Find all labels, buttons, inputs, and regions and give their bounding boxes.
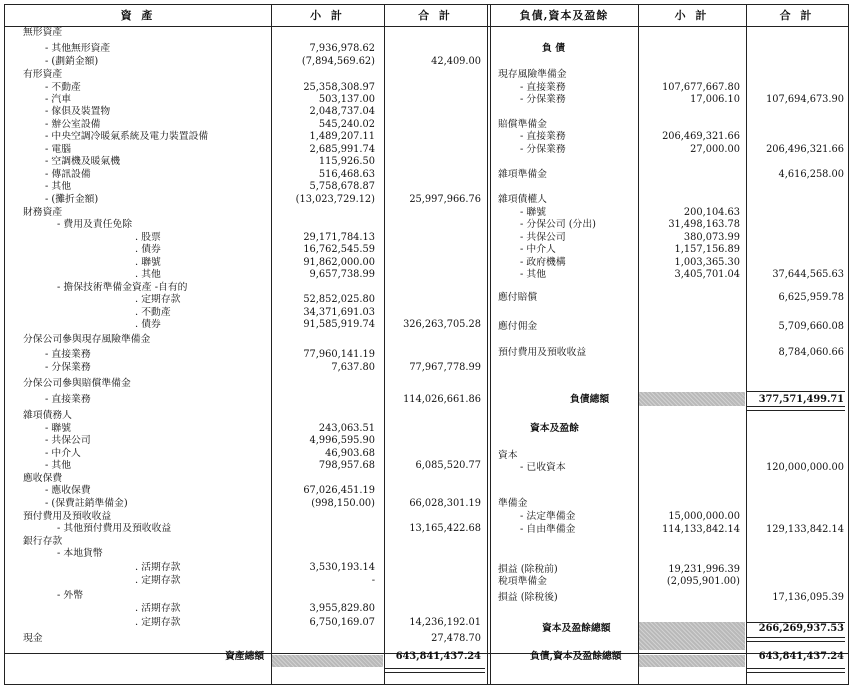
liability-row-label: - 聯號 bbox=[520, 207, 547, 218]
asset-subtotal-value: (13,023,729.12) bbox=[295, 194, 375, 205]
liability-row-label: 賠償準備金 bbox=[498, 119, 547, 130]
asset-row-label: 有形資產 bbox=[23, 69, 63, 80]
liability-row-label: 負 債 bbox=[542, 43, 566, 54]
asset-row-label: 銀行存款 bbox=[23, 536, 63, 547]
total-shade bbox=[639, 655, 745, 667]
asset-row-label: - (保費註銷準備金) bbox=[45, 498, 128, 509]
asset-subtotal-value: 7,936,978.62 bbox=[309, 43, 375, 54]
asset-row-label: - 直接業務 bbox=[45, 349, 91, 360]
asset-row-label: - 共保公司 bbox=[45, 435, 91, 446]
asset-row-label: - 其他無形資產 bbox=[45, 43, 111, 54]
asset-row-label: - 傳訊設備 bbox=[45, 169, 91, 180]
asset-subtotal-value: 2,685,991.74 bbox=[309, 144, 375, 155]
liability-row-label: - 共保公司 bbox=[520, 232, 566, 243]
column-center-divider bbox=[487, 5, 488, 684]
liability-row-label: 資本及盈餘 bbox=[530, 423, 579, 434]
asset-subtotal-value: 3,530,193.14 bbox=[309, 562, 375, 573]
double-underline bbox=[747, 668, 845, 673]
asset-subtotal-value: 1,489,207.11 bbox=[309, 131, 375, 142]
liability-row-label: - 已收資本 bbox=[520, 462, 566, 473]
liability-total-value: 4,616,258.00 bbox=[778, 169, 844, 180]
asset-row-label: . 不動產 bbox=[135, 307, 171, 318]
asset-row-label: - 其他預付費用及預收收益 bbox=[57, 523, 172, 534]
asset-subtotal-value: 503,137.00 bbox=[318, 94, 375, 105]
liability-total-value: 206,496,321.66 bbox=[766, 144, 844, 155]
asset-subtotal-value: 34,371,691.03 bbox=[303, 307, 375, 318]
liability-row-label: 準備金 bbox=[498, 498, 528, 509]
asset-subtotal-value: 545,240.02 bbox=[318, 119, 375, 130]
asset-subtotal-value: 52,852,025.80 bbox=[303, 294, 375, 305]
asset-row-label: . 股票 bbox=[135, 232, 161, 243]
header-subtotal-right: 小 計 bbox=[674, 9, 710, 22]
asset-row-label: - 不動產 bbox=[45, 82, 81, 93]
asset-row-label: . 債券 bbox=[135, 244, 161, 255]
asset-subtotal-value: 5,758,678.87 bbox=[309, 181, 375, 192]
asset-total-value: 114,026,661.86 bbox=[403, 394, 481, 405]
asset-total-value: 643,841,437.24 bbox=[395, 651, 481, 662]
liability-total-value: 5,709,660.08 bbox=[778, 321, 844, 332]
double-underline bbox=[385, 668, 485, 673]
asset-row-label: - 汽車 bbox=[45, 94, 72, 105]
liability-subtotal-value: 200,104.63 bbox=[683, 207, 740, 218]
asset-row-label: - 其他 bbox=[45, 181, 72, 192]
asset-row-label: - 費用及責任免除 bbox=[57, 219, 133, 230]
asset-subtotal-value: 516,468.63 bbox=[318, 169, 375, 180]
liability-subtotal-value: 1,003,365.30 bbox=[674, 257, 740, 268]
liability-total-value: 17,136,095.39 bbox=[772, 592, 844, 603]
liability-subtotal-value: 114,133,842.14 bbox=[662, 524, 740, 535]
liability-subtotal-value: 19,231,996.39 bbox=[668, 564, 740, 575]
asset-row-label: - 擔保技術準備金資產 -自有的 bbox=[57, 282, 188, 293]
asset-subtotal-value: 67,026,451.19 bbox=[303, 485, 375, 496]
asset-row-label: 現金 bbox=[23, 633, 43, 644]
asset-subtotal-value: 798,957.68 bbox=[318, 460, 375, 471]
liability-subtotal-value: 1,157,156.89 bbox=[674, 244, 740, 255]
asset-row-label: - 空調機及暖氣機 bbox=[45, 156, 121, 167]
asset-subtotal-value: 91,585,919.74 bbox=[303, 319, 375, 330]
asset-row-label: 分保公司參與現存風險準備金 bbox=[23, 334, 151, 345]
liability-total-value: 266,269,937.53 bbox=[758, 623, 844, 634]
asset-row-label: - (攤折金額) bbox=[45, 194, 99, 205]
liability-row-label: 應付賠償 bbox=[498, 292, 538, 303]
asset-row-label: - 外幣 bbox=[57, 590, 84, 601]
asset-subtotal-value: 3,955,829.80 bbox=[309, 603, 375, 614]
header-liabilities: 負債,資本及盈餘 bbox=[519, 9, 609, 22]
liability-total-value: 643,841,437.24 bbox=[758, 651, 844, 662]
asset-subtotal-value: 115,926.50 bbox=[318, 156, 375, 167]
column-center-divider bbox=[490, 5, 491, 684]
asset-row-label: 雜項債務人 bbox=[23, 410, 72, 421]
liability-row-label: - 分保業務 bbox=[520, 94, 566, 105]
asset-row-label: 應收保費 bbox=[23, 473, 63, 484]
asset-subtotal-value: 243,063.51 bbox=[318, 423, 375, 434]
double-underline bbox=[747, 637, 845, 642]
asset-subtotal-value: 16,762,545.59 bbox=[303, 244, 375, 255]
asset-row-label: - 本地貨幣 bbox=[57, 548, 103, 559]
liability-row-label: - 自由準備金 bbox=[520, 524, 576, 535]
header-rule bbox=[5, 26, 848, 27]
total-rule bbox=[747, 391, 845, 392]
liability-row-label: - 直接業務 bbox=[520, 82, 566, 93]
liability-total-value: 107,694,673.90 bbox=[766, 94, 844, 105]
header-assets: 資 產 bbox=[120, 9, 156, 22]
asset-row-label: . 聯號 bbox=[135, 257, 161, 268]
asset-total-value: 27,478.70 bbox=[431, 633, 481, 644]
asset-row-label: . 定期存款 bbox=[135, 575, 181, 586]
asset-row-label: - 其他 bbox=[45, 460, 72, 471]
liability-total-value: 377,571,499.71 bbox=[758, 394, 844, 405]
liability-subtotal-value: 3,405,701.04 bbox=[674, 269, 740, 280]
asset-subtotal-value: 46,903.68 bbox=[325, 448, 375, 459]
liability-subtotal-value: 206,469,321.66 bbox=[662, 131, 740, 142]
asset-subtotal-value: 4,996,595.90 bbox=[309, 435, 375, 446]
double-underline bbox=[747, 406, 845, 411]
liability-total-value: 120,000,000.00 bbox=[766, 462, 844, 473]
asset-total-value: 326,263,705.28 bbox=[403, 319, 481, 330]
asset-row-label: - 應收保費 bbox=[45, 485, 91, 496]
header-subtotal-left: 小 計 bbox=[310, 9, 345, 22]
liability-row-label: 資本及盈餘總額 bbox=[542, 623, 611, 634]
asset-row-label: - 中央空調冷暖氣系統及電力裝置設備 bbox=[45, 131, 209, 142]
asset-total-value: 13,165,422.68 bbox=[409, 523, 481, 534]
asset-row-label: . 定期存款 bbox=[135, 294, 181, 305]
asset-row-label: . 定期存款 bbox=[135, 617, 181, 628]
asset-subtotal-value: 77,960,141.19 bbox=[303, 349, 375, 360]
liability-row-label: 負債,資本及盈餘總額 bbox=[530, 651, 622, 662]
asset-total-value: 66,028,301.19 bbox=[409, 498, 481, 509]
asset-row-label: . 其他 bbox=[135, 269, 161, 280]
liability-subtotal-value: 15,000,000.00 bbox=[668, 511, 740, 522]
asset-row-label: . 活期存款 bbox=[135, 603, 181, 614]
liability-row-label: 負債總額 bbox=[570, 394, 610, 405]
total-shade bbox=[639, 392, 745, 406]
asset-row-label: 資產總額 bbox=[225, 651, 265, 662]
liability-row-label: - 分保業務 bbox=[520, 144, 566, 155]
asset-subtotal-value: - bbox=[371, 575, 375, 586]
total-shade bbox=[272, 655, 383, 667]
asset-row-label: - (劃銷金額) bbox=[45, 56, 99, 67]
header-total-left: 合 計 bbox=[418, 9, 453, 22]
liability-subtotal-value: 107,677,667.80 bbox=[662, 82, 740, 93]
balance-sheet bbox=[4, 4, 849, 685]
liability-subtotal-value: 380,073.99 bbox=[683, 232, 740, 243]
liability-total-value: 37,644,565.63 bbox=[772, 269, 844, 280]
liability-row-label: - 法定準備金 bbox=[520, 511, 576, 522]
liability-row-label: 資本 bbox=[498, 450, 518, 461]
liability-total-value: 6,625,959.78 bbox=[778, 292, 844, 303]
asset-subtotal-value: 29,171,784.13 bbox=[303, 232, 375, 243]
asset-total-value: 77,967,778.99 bbox=[409, 362, 481, 373]
asset-row-label: 無形資產 bbox=[23, 27, 63, 38]
asset-row-label: - 分保業務 bbox=[45, 362, 91, 373]
liability-subtotal-value: 27,000.00 bbox=[690, 144, 740, 155]
liability-row-label: - 分保公司 (分出) bbox=[520, 219, 596, 230]
asset-total-value: 25,997,966.76 bbox=[409, 194, 481, 205]
header-total-right: 合 計 bbox=[779, 9, 815, 22]
asset-row-label: . 債券 bbox=[135, 319, 161, 330]
liability-subtotal-value: (2,095,901.00) bbox=[666, 576, 740, 587]
liability-subtotal-value: 17,006.10 bbox=[690, 94, 740, 105]
asset-row-label: - 直接業務 bbox=[45, 394, 91, 405]
asset-subtotal-value: 25,358,308.97 bbox=[303, 82, 375, 93]
column-divider bbox=[384, 5, 385, 684]
liability-total-value: 129,133,842.14 bbox=[766, 524, 844, 535]
asset-subtotal-value: 2,048,737.04 bbox=[309, 106, 375, 117]
asset-row-label: 預付費用及預收收益 bbox=[23, 511, 112, 522]
liability-row-label: 雜項債權人 bbox=[498, 194, 547, 205]
total-shade bbox=[639, 622, 745, 650]
asset-subtotal-value: 91,862,000.00 bbox=[303, 257, 375, 268]
liability-row-label: 損益 (除稅前) bbox=[498, 564, 558, 575]
liability-row-label: 現存風險準備金 bbox=[498, 69, 567, 80]
liability-row-label: 稅項準備金 bbox=[498, 576, 547, 587]
liability-row-label: 應付佣金 bbox=[498, 321, 538, 332]
asset-subtotal-value: 6,750,169.07 bbox=[309, 617, 375, 628]
liability-row-label: - 其他 bbox=[520, 269, 547, 280]
asset-row-label: - 辦公室設備 bbox=[45, 119, 101, 130]
asset-row-label: - 中介人 bbox=[45, 448, 81, 459]
asset-total-value: 6,085,520.77 bbox=[415, 460, 481, 471]
asset-total-value: 42,409.00 bbox=[431, 56, 481, 67]
asset-row-label: . 活期存款 bbox=[135, 562, 181, 573]
liability-row-label: 預付費用及預收收益 bbox=[498, 347, 587, 358]
asset-row-label: - 聯號 bbox=[45, 423, 72, 434]
liability-row-label: 雜項準備金 bbox=[498, 169, 547, 180]
liability-row-label: 損益 (除稅後) bbox=[498, 592, 558, 603]
asset-subtotal-value: 7,637.80 bbox=[331, 362, 375, 373]
liability-total-value: 8,784,060.66 bbox=[778, 347, 844, 358]
liability-row-label: - 直接業務 bbox=[520, 131, 566, 142]
liability-row-label: - 政府機構 bbox=[520, 257, 566, 268]
asset-row-label: 財務資產 bbox=[23, 207, 63, 218]
asset-row-label: 分保公司參與賠償準備金 bbox=[23, 378, 131, 389]
asset-row-label: - 電腦 bbox=[45, 144, 72, 155]
asset-total-value: 14,236,192.01 bbox=[409, 617, 481, 628]
column-divider bbox=[746, 5, 747, 684]
liability-subtotal-value: 31,498,163.78 bbox=[668, 219, 740, 230]
asset-subtotal-value: (998,150.00) bbox=[311, 498, 375, 509]
asset-subtotal-value: 9,657,738.99 bbox=[309, 269, 375, 280]
asset-subtotal-value: (7,894,569.62) bbox=[301, 56, 375, 67]
asset-row-label: - 傢俱及裝置物 bbox=[45, 106, 111, 117]
liability-row-label: - 中介人 bbox=[520, 244, 556, 255]
